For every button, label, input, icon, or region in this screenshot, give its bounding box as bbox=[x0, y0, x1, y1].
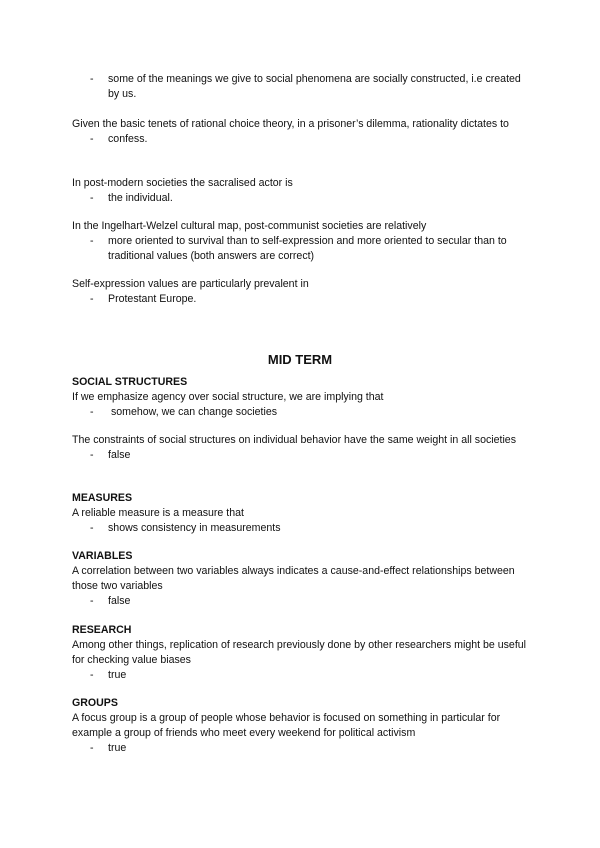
answer-text: shows consistency in measurements bbox=[108, 522, 281, 534]
section-heading: GROUPS bbox=[72, 697, 118, 709]
section-research bbox=[72, 623, 532, 683]
section-heading: RESEARCH bbox=[72, 624, 132, 636]
section-heading: SOCIAL STRUCTURES bbox=[72, 376, 188, 388]
answer-text: true bbox=[108, 669, 127, 681]
bullet-dash: - bbox=[90, 595, 94, 607]
section-heading: MEASURES bbox=[72, 492, 133, 504]
question-text: Self-expression values are particularly prevalent in bbox=[72, 278, 309, 290]
bullet-dash: - bbox=[90, 73, 94, 85]
answer-bullet bbox=[72, 405, 532, 420]
answer-bullet bbox=[72, 521, 532, 536]
bullet-dash: - bbox=[90, 293, 94, 305]
answer-bullet bbox=[72, 448, 532, 463]
answer-bullet bbox=[72, 72, 532, 102]
bullet-dash: - bbox=[90, 235, 94, 247]
section-heading: VARIABLES bbox=[72, 550, 133, 562]
question-text: In the Ingelhart-Welzel cultural map, post-communist societies are relatively bbox=[72, 220, 427, 232]
section-measures bbox=[72, 491, 532, 536]
qa-item-5 bbox=[72, 277, 532, 307]
answer-bullet bbox=[72, 594, 532, 609]
answer-bullet bbox=[72, 741, 532, 756]
answer-bullet bbox=[72, 668, 532, 683]
question-text: Among other things, replication of research previously done by other researchers might be useful for checking value biases bbox=[72, 639, 527, 666]
answer-text: somehow, we can change societies bbox=[108, 406, 278, 418]
qa-item-4 bbox=[72, 219, 532, 264]
midterm-title: MID TERM bbox=[267, 352, 333, 367]
qa-item-2 bbox=[72, 117, 532, 147]
qa-item-3 bbox=[72, 176, 532, 206]
answer-text: false bbox=[108, 449, 131, 461]
answer-text: true bbox=[108, 742, 127, 754]
bullet-dash: - bbox=[90, 742, 94, 754]
question-text: A focus group is a group of people whose behavior is focused on something in particular for example a group of friends who meet every weekend for political activism bbox=[72, 712, 501, 739]
answer-bullet bbox=[72, 191, 532, 206]
answer-text: some of the meanings we give to social phenomena are socially constructed, i.e created by us. bbox=[108, 73, 521, 100]
question-text: Given the basic tenets of rational choice theory, in a prisoner’s dilemma, rationality dictates to bbox=[72, 118, 509, 130]
answer-text: false bbox=[108, 595, 131, 607]
answer-text: the individual. bbox=[108, 192, 173, 204]
question-text: If we emphasize agency over social structure, we are implying that bbox=[72, 391, 384, 403]
answer-bullet bbox=[72, 132, 532, 147]
qa-item-1 bbox=[72, 72, 532, 102]
answer-bullet bbox=[72, 292, 532, 307]
answer-text: more oriented to survival than to self-expression and more oriented to secular than to traditional values (both answers are correct) bbox=[108, 235, 507, 262]
section-social-structures bbox=[72, 375, 532, 420]
bullet-dash: - bbox=[90, 133, 94, 145]
answer-text: confess. bbox=[108, 133, 148, 145]
bullet-dash: - bbox=[90, 669, 94, 681]
bullet-dash: - bbox=[90, 406, 94, 418]
bullet-dash: - bbox=[90, 192, 94, 204]
question-text: A reliable measure is a measure that bbox=[72, 507, 244, 519]
question-text: A correlation between two variables always indicates a cause-and-effect relationships between those two variables bbox=[72, 565, 515, 592]
question-text: The constraints of social structures on individual behavior have the same weight in all societies bbox=[72, 434, 516, 446]
bullet-dash: - bbox=[90, 449, 94, 461]
answer-text: Protestant Europe. bbox=[108, 293, 197, 305]
question-text: In post-modern societies the sacralised actor is bbox=[72, 177, 293, 189]
section-groups bbox=[72, 696, 532, 756]
answer-bullet bbox=[72, 234, 532, 264]
section-variables bbox=[72, 549, 532, 609]
bullet-dash: - bbox=[90, 522, 94, 534]
section-constraints bbox=[72, 433, 532, 463]
